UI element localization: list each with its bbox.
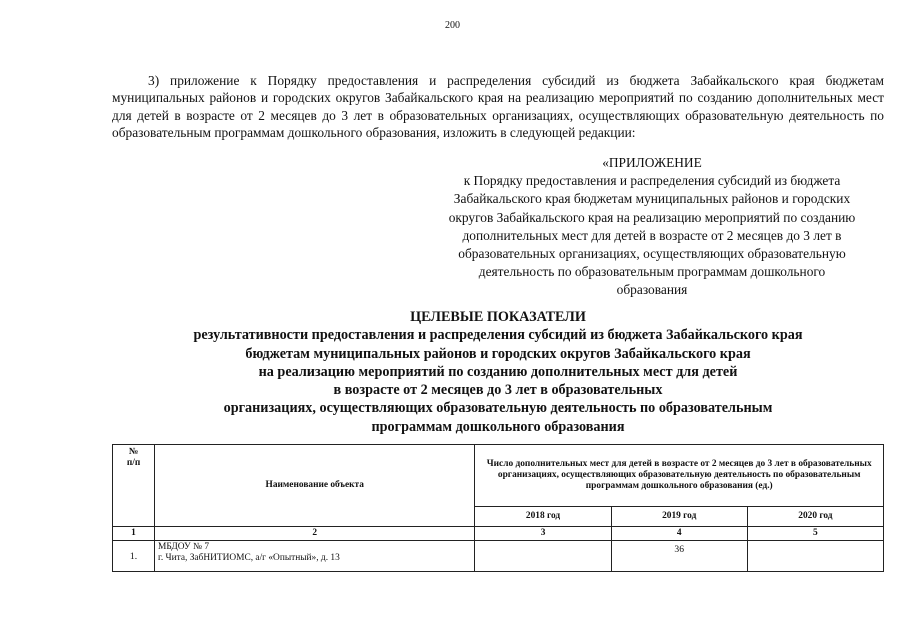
- header-year: 2018 год: [475, 507, 611, 527]
- target-indicators-title-block: [112, 308, 884, 436]
- target-subtitle-line: в возрасте от 2 месяцев до 3 лет в образовательных: [333, 382, 663, 399]
- appendix-line: образования: [616, 282, 688, 298]
- appendix-line: к Порядку предоставления и распределения субсидий из бюджета: [463, 173, 841, 189]
- value-2018: [475, 541, 611, 572]
- target-subtitle-line: программам дошкольного образования: [371, 418, 625, 435]
- index-cell: 3: [475, 527, 611, 541]
- value-2020: [747, 541, 883, 572]
- index-cell: 5: [747, 527, 883, 541]
- table-row: [113, 541, 884, 572]
- appendix-heading: «ПРИЛОЖЕНИЕ: [602, 155, 702, 170]
- header-places-group: Число дополнительных мест для детей в возрасте от 2 месяцев до 3 лет в образовательных организациях, осуществляющих образовательную деятельность по образовательным программам дошкольного образования (ед.): [475, 445, 884, 507]
- target-subtitle-line: организациях, осуществляющих образовательную деятельность по образовательным: [223, 400, 773, 417]
- target-subtitle-line: на реализацию мероприятий по созданию дополнительных мест для детей: [258, 363, 738, 380]
- intro-paragraph: [112, 72, 884, 142]
- header-year: 2019 год: [611, 507, 747, 527]
- intro-text: 3) приложение к Порядку предоставления и распределения субсидий из бюджета Забайкальского края бюджетам муниципальных районов и городских округов Забайкальского края на реализацию мероприятий по созданию дополнительных мест для детей в возрасте от 2 месяцев до 3 лет в образовательных организациях, осуществляющих образовательную деятельность по образовательным программам дошкольного образования, изложить в следующей редакции:: [112, 73, 884, 141]
- object-title: МБДОУ № 7: [158, 542, 210, 553]
- appendix-block: [412, 154, 892, 300]
- appendix-line: деятельность по образовательным программам дошкольного: [478, 264, 826, 280]
- header-number-abbr: п/п: [126, 458, 141, 469]
- row-number: 1.: [113, 541, 155, 572]
- table-header-row: [113, 445, 884, 507]
- index-cell: 1: [113, 527, 155, 541]
- appendix-line: дополнительных мест для детей в возрасте от 2 месяцев до 3 лет в: [462, 227, 842, 243]
- target-subtitle-line: результативности предоставления и распределения субсидий из бюджета Забайкальского края: [193, 327, 803, 344]
- indicators-table: [112, 444, 884, 572]
- page-number: 200: [445, 20, 460, 31]
- appendix-line: образовательных организациях, осуществляющих образовательную: [458, 246, 846, 262]
- header-object-name: Наименование объекта: [155, 445, 475, 527]
- value-2019: 36: [611, 541, 747, 572]
- index-cell: 4: [611, 527, 747, 541]
- target-title: ЦЕЛЕВЫЕ ПОКАЗАТЕЛИ: [410, 309, 586, 325]
- appendix-line: округов Забайкальского края на реализацию мероприятий по созданию: [448, 209, 856, 225]
- table-index-row: [113, 527, 884, 541]
- target-subtitle-line: бюджетам муниципальных районов и городских округов Забайкальского края: [245, 345, 751, 362]
- header-year: 2020 год: [747, 507, 883, 527]
- object-address: г. Чита, ЗабНИТИОМС, а/г «Опытный», д. 13: [158, 553, 340, 564]
- row-object-name: [155, 541, 475, 572]
- header-number-symbol: №: [128, 447, 139, 457]
- index-cell: 2: [155, 527, 475, 541]
- appendix-line: Забайкальского края бюджетам муниципальных районов и городских: [453, 191, 851, 207]
- header-number: [113, 445, 155, 527]
